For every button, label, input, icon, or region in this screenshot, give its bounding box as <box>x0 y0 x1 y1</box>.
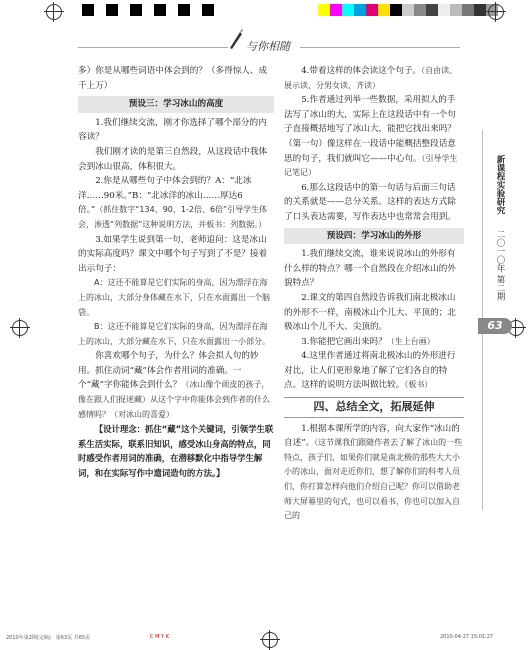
registration-mark-icon <box>488 4 504 20</box>
note: （自由读、展示读、分男女读、齐读） <box>284 66 458 90</box>
footer-right: 2010-04-27 15:01:27 <box>440 634 494 640</box>
note: （生上台画） <box>386 336 435 346</box>
quote-b: B：这还不能算是它们实际的身高，因为漂浮在海上的冰山，大部分藏在水下，只在水面露出一小部分。 <box>78 322 270 346</box>
page-number: 63 <box>478 318 512 334</box>
header-rule <box>78 47 228 48</box>
pen-icon <box>228 28 244 50</box>
paragraph: 4.这里作者通过将南北极冰山的外形进行对比，让人们更形象地了解了它们各自的特点。这样的说明方法叫做比较。 <box>284 351 456 391</box>
left-column <box>78 64 274 481</box>
paragraph: 3.如果学生说到第一句，老师追问：这是冰山的实际高度吗？课文中哪个句子写到了不是？接着出示句子： <box>78 234 268 274</box>
quote-a: A：这还不能算是它们实际的身高，因为漂浮在海上的冰山，大部分身体藏在水下，只在水面露出一个脑袋。 <box>78 278 270 317</box>
paragraph: 2.课文的第四自然段告诉我们南北极冰山的外形不一样，南极冰山个儿大、平顶的；北极冰山个儿不大、尖顶的。 <box>284 292 456 333</box>
journal-name: 新课程实验研究 <box>495 155 505 215</box>
section-heading: 预设四：学习冰山的外形 <box>284 228 464 245</box>
paragraph: 1.根据本课所学的内容，向大家作“冰山的自述”。 <box>284 423 460 449</box>
paragraph: 5.作者通过列举一些数据，采用拟人的手法写了冰山的大，实际上在这段话中有一个句子直接概括地写了冰山大，能把它找出来吗？（第一句）像这样在一段话中能概括整段话意思的句子，我们就叫它——中心句。 <box>284 95 456 164</box>
color-bar-right <box>318 4 498 16</box>
registration-mark-icon <box>12 320 28 336</box>
paragraph: 6.那么这段话中的第一句话与后面三句话的关系就是——总分关系。这样的表达方式除了口头表达需要，写作表达中也常常会用到。 <box>284 182 456 222</box>
paragraph: 4.带着这样的体会读这个句子。 <box>301 66 422 76</box>
paragraph: 1.我们继续交流，谁来说说冰山的外形有什么样的特点？哪一个自然段在介绍冰山的外貌特点？ <box>284 249 456 289</box>
design-note: 【设计理念：抓住“藏”这个关键词，引领学生联系生活实际，联系旧知识，感受冰山身高的特点，同时感受作者用词的准确，在潜移默化中指导学生解词，和在实际写作中遣词造句的方法。】 <box>78 424 274 479</box>
registration-mark-icon <box>46 4 62 20</box>
note: （冰山像个顽皮的孩子，像在跟人们捉迷藏）从这个字中你能体会到作者的什么感情吗？（对冰山的喜爱） <box>78 380 270 419</box>
header-rule <box>300 47 460 48</box>
footer-left: 2010年第2期(定稿) 第63页 共65页 <box>6 635 91 641</box>
section-heading: 预设三：学习冰山的高度 <box>78 96 274 113</box>
paragraph: 我们刚才读的是第三自然段，从这段话中我体会到冰山很高，体积很大。 <box>78 146 268 172</box>
right-column <box>284 64 464 524</box>
paragraph: 3.你能把它画出来吗？ <box>301 336 387 347</box>
header-title: 与你相随 <box>246 40 290 53</box>
note: （抓住数字“134、90、1-2倍、6倍”引导学生体会，渗透“列数据”这种说明方法，并板书：列数据。） <box>78 205 268 229</box>
paragraph: 多）你是从哪些词语中体会到的？（多得惊人、成千上万） <box>78 66 268 91</box>
paragraph: 你喜欢哪个句子，为什么？体会拟人句的妙用。抓住动词“藏”体会作者用词的准确。一个“藏”字你能体会到什么？ <box>78 351 259 391</box>
issue-label: 二〇一〇年 第二期 <box>495 230 505 301</box>
footer-cmyk: C M Y K <box>150 634 169 640</box>
note: （板书） <box>404 380 433 390</box>
paragraph: 2.你是从哪些句子中体会到的？A：“北冰洋……90米。”B：“北冰洋的冰山……厚达6倍。” <box>78 176 252 216</box>
paragraph: 1.我们继续交流，刚才你选择了哪个部分的内容读？ <box>78 117 267 143</box>
note: （这节课我们跟随作者去了解了冰山的一些特点，孩子们，如果你们就是南北极的那些大大小小的冰山，面对走近你们，想了解你们的科考人员们，你打算怎样向他们介绍自己呢？你可以借助老师大屏幕里的句式，也可以看书，你也可以加入自己的 <box>284 438 463 521</box>
color-bar-left <box>82 4 214 16</box>
note: （引导学生记笔记） <box>284 153 458 178</box>
registration-mark-icon <box>262 632 278 648</box>
major-heading: 四、总结全文，拓展延伸 <box>284 397 464 418</box>
